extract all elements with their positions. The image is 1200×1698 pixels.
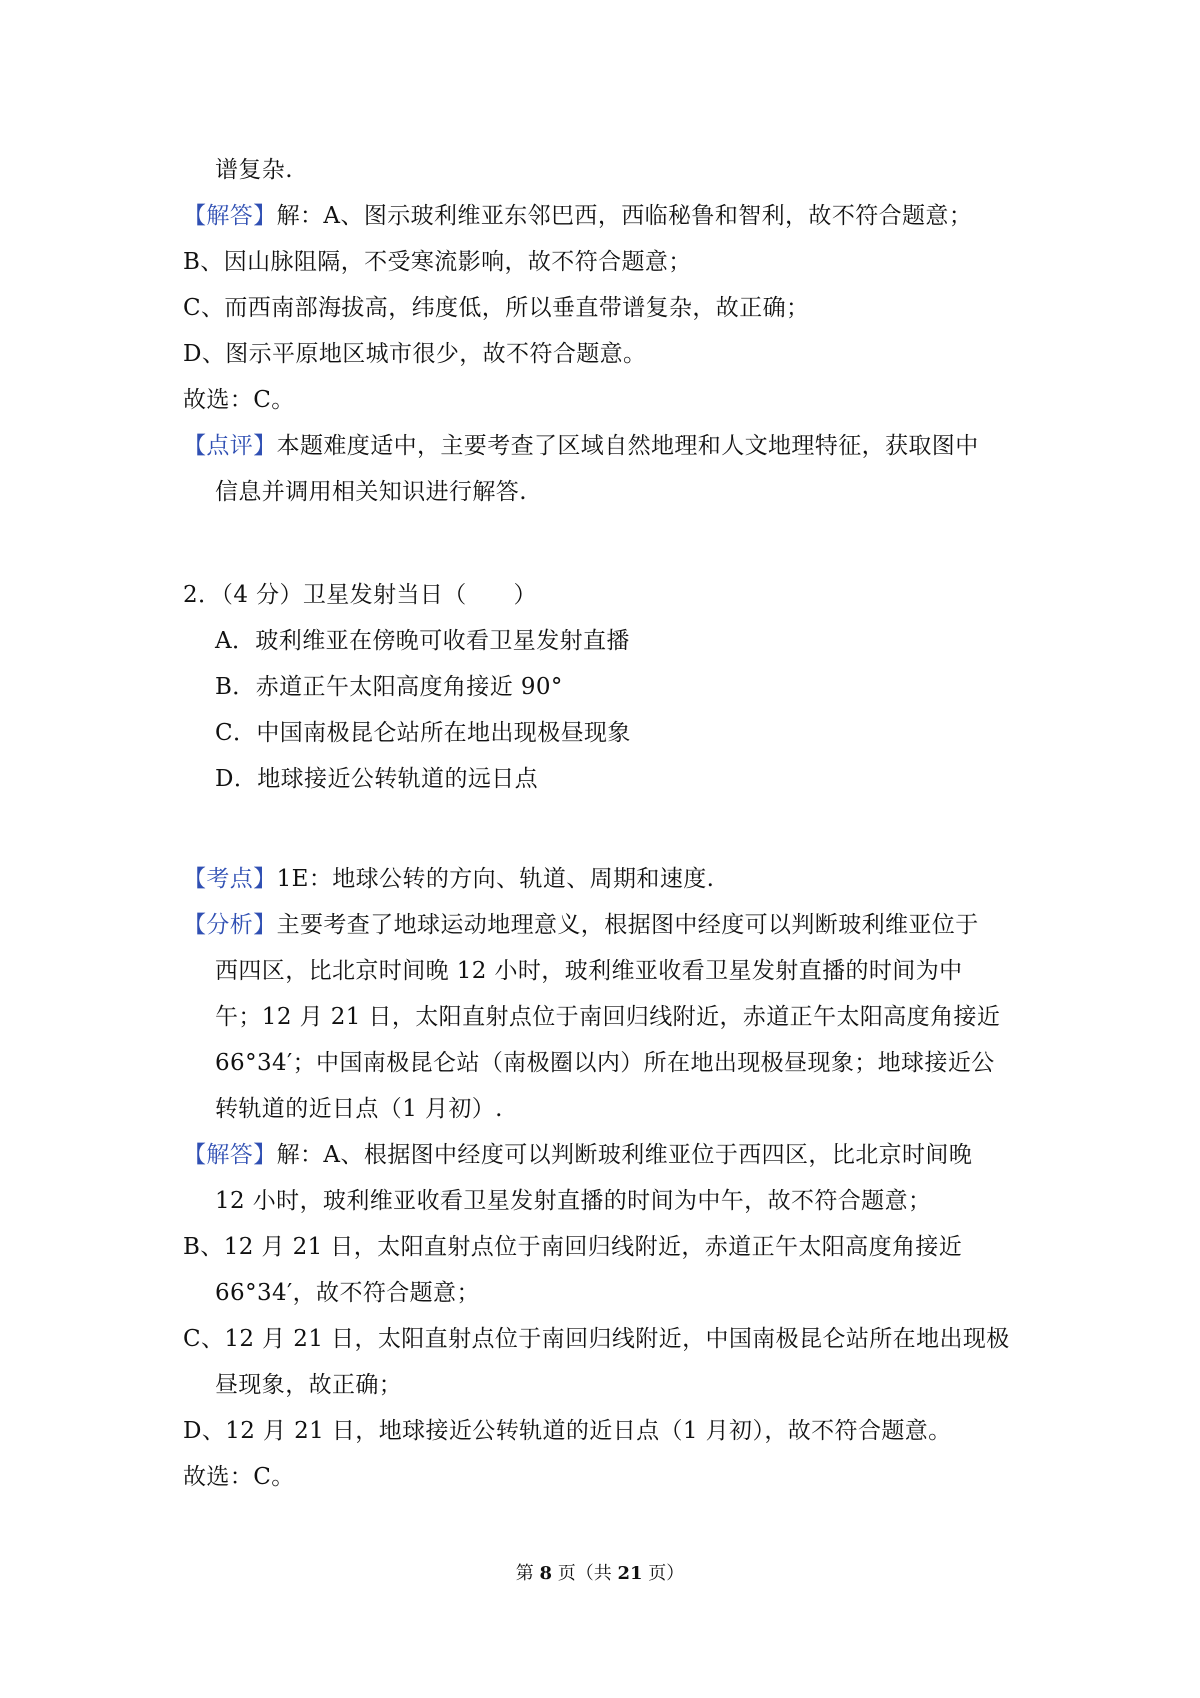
analysis-tail: 谱复杂.: [215, 157, 293, 183]
q2-answer-line-1: 【解答】解：A、根据图中经度可以判断玻利维亚位于西四区，比北京时间晚: [183, 1142, 973, 1168]
q2-option-a: A．玻利维亚在傍晚可收看卫星发射直播: [215, 628, 630, 654]
review-tag: 【点评】: [183, 433, 277, 459]
page-number: 8: [539, 1563, 552, 1584]
answer-tag: 【解答】: [183, 203, 277, 229]
q1-answer-choice: 故选：C。: [183, 387, 295, 413]
answer-tag: 【解答】: [183, 1142, 277, 1168]
q2-answer-line-4: 66°34′，故不符合题意；: [215, 1280, 480, 1306]
q2-option-c: C．中国南极昆仑站所在地出现极昼现象: [215, 720, 631, 746]
page-total: 21: [617, 1563, 643, 1584]
q2-point: 【考点】1E：地球公转的方向、轨道、周期和速度.: [183, 866, 715, 892]
q2-analysis-line-2: 西四区，比北京时间晚 12 小时，玻利维亚收看卫星发射直播的时间为中: [215, 958, 963, 984]
q2-answer-line-7: D、12 月 21 日，地球接近公转轨道的近日点（1 月初），故不符合题意。: [183, 1418, 952, 1444]
q2-answer-line-3: B、12 月 21 日，太阳直射点位于南回归线附近，赤道正午太阳高度角接近: [183, 1234, 963, 1260]
q2-analysis-line-3: 午；12 月 21 日，太阳直射点位于南回归线附近，赤道正午太阳高度角接近: [215, 1004, 1001, 1030]
q2-answer-line-5: C、12 月 21 日，太阳直射点位于南回归线附近，中国南极昆仑站所在地出现极: [183, 1326, 1010, 1352]
q1-answer-line-2: B、因山脉阻隔，不受寒流影响，故不符合题意；: [183, 249, 692, 275]
q2-answer-line-2: 12 小时，玻利维亚收看卫星发射直播的时间为中午，故不符合题意；: [215, 1188, 932, 1214]
q1-review-line-2: 信息并调用相关知识进行解答.: [215, 479, 527, 505]
q2-analysis-line-4: 66°34′；中国南极昆仑站（南极圈以内）所在地出现极昼现象；地球接近公: [215, 1050, 995, 1076]
q1-answer-line-1: 【解答】解：A、图示玻利维亚东邻巴西，西临秘鲁和智利，故不符合题意；: [183, 203, 973, 229]
q1-review-line-1: 【点评】本题难度适中，主要考查了区域自然地理和人文地理特征，获取图中: [183, 433, 979, 459]
point-tag: 【考点】: [183, 866, 277, 892]
q2-option-d: D．地球接近公转轨道的远日点: [215, 766, 539, 792]
q2-answer-choice: 故选：C。: [183, 1464, 295, 1490]
q2-analysis-line-5: 转轨道的近日点（1 月初）.: [215, 1096, 503, 1122]
q1-answer-line-3: C、而西南部海拔高，纬度低，所以垂直带谱复杂，故正确；: [183, 295, 810, 321]
q2-option-b: B．赤道正午太阳高度角接近 90°: [215, 674, 563, 700]
q2-answer-line-6: 昼现象，故正确；: [215, 1372, 403, 1398]
q2-stem: 2．（4 分）卫星发射当日（ ）: [183, 582, 537, 608]
page-footer: 第 8 页（共 21 页）: [515, 1563, 685, 1584]
q1-answer-line-4: D、图示平原地区城市很少，故不符合题意。: [183, 341, 647, 367]
q2-analysis-line-1: 【分析】主要考查了地球运动地理意义，根据图中经度可以判断玻利维亚位于: [183, 912, 979, 938]
analysis-tag: 【分析】: [183, 912, 277, 938]
